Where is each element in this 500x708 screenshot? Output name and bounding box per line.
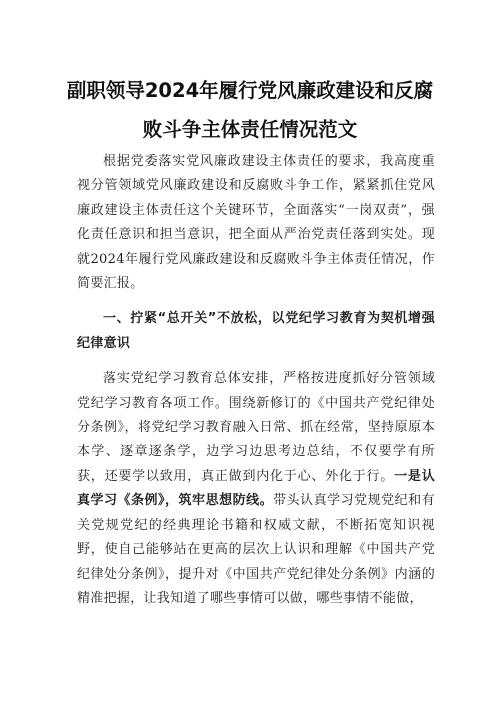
document-body — [77, 150, 435, 622]
section-1-text-a: 落实党纪学习教育总体安排，严格按进度抓好分管领域党纪学习教育各项工作。围绕新修订的《中国共产党纪律处分条例》，将党纪学习教育融入日常、抓在经常，坚持原原本本学、逐章逐条学，边学习边思考边总结，不仅要学有所获，还要学以致用，真正做到内化于心、外化于行。 — [77, 371, 435, 484]
section-1-bold-lead: 一是认真学习《条例》，筑牢思想防线。 — [77, 468, 436, 509]
section-1-text-b: 带头认真学习党规党纪和有关党规党纪的经典理论书籍和权威文献，不断拓宽知识视野，使自己能够站在更高的层次上认识和理解《中国共产党纪律处分条例》，提升对《中国共产党纪律处分条例》内涵的精准把握，让我知道了哪些事情可以做，哪些事情不能做， — [77, 493, 435, 606]
document-title-line-1: 副职领导2024年履行党风廉政建设和反腐 — [66, 79, 434, 102]
document-title-line-2: 败斗争主体责任情况范文 — [142, 118, 358, 141]
section-1-paragraph — [77, 367, 435, 611]
intro-paragraph: 根据党委落实党风廉政建设主体责任的要求，我高度重视分管领域党风廉政建设和反腐败斗争工作，紧紧抓住党风廉政建设主体责任这个关键环节，全面落实“一岗双责”，强化责任意识和担当意识，把全面从严治党责任落到实处。现就2024年履行党风廉政建设和反腐败斗争主体责任情况，作简要汇报。 — [77, 154, 435, 292]
section-1-heading: 一、拧紧“总开关”不放松，以党纪学习教育为契机增强纪律意识 — [77, 311, 435, 351]
